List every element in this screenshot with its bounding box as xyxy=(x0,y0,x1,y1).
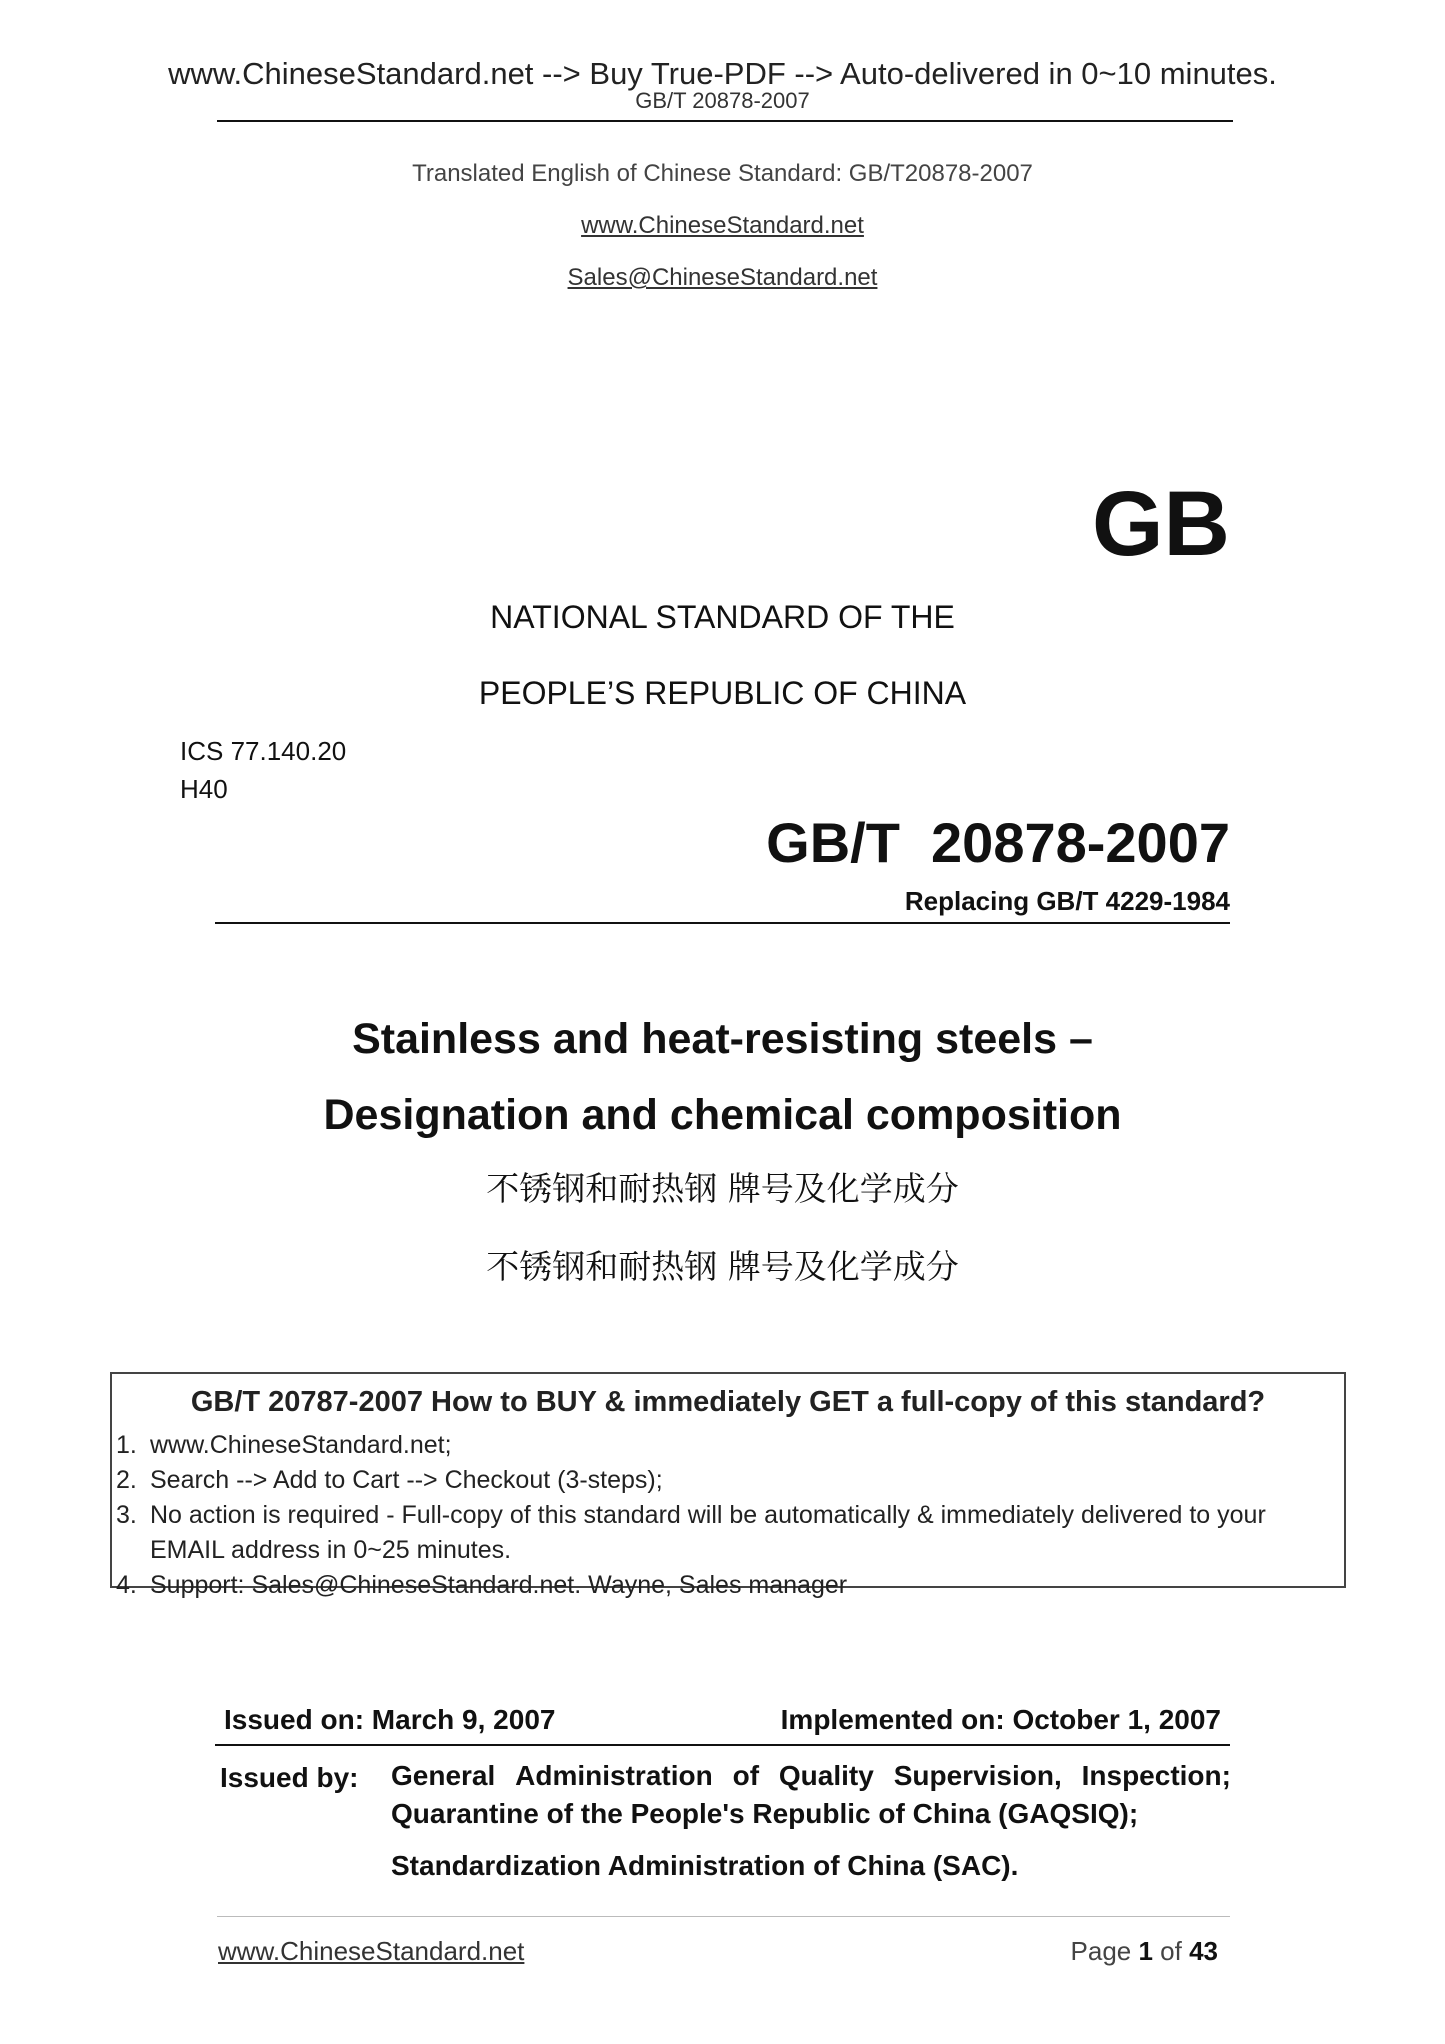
list-item-text: Search --> Add to Cart --> Checkout (3-steps); xyxy=(150,1466,663,1494)
replacing-note: Replacing GB/T 4229-1984 xyxy=(904,886,1230,916)
header-doc-code: GB/T 20878-2007 xyxy=(635,88,810,113)
footer-rule xyxy=(217,1916,1230,1917)
page-indicator xyxy=(1071,1936,1218,1967)
list-item xyxy=(116,1428,1338,1463)
chinese-title-1: 不锈钢和耐热钢 牌号及化学成分 xyxy=(486,1169,959,1208)
list-item-text: No action is required - Full-copy of this standard will be automatically & immediately delivered to your EMAIL address in 0~25 minutes. xyxy=(150,1501,1266,1564)
issuer-word: of xyxy=(732,1760,760,1791)
list-item xyxy=(116,1498,1338,1568)
list-item-text[interactable]: www.ChineseStandard.net; xyxy=(150,1431,452,1459)
issuer-word: Administration xyxy=(515,1760,713,1791)
national-standard-line2: PEOPLE’S REPUBLIC OF CHINA xyxy=(478,675,967,711)
list-item-number: 4. xyxy=(116,1571,137,1599)
chinese-title-2: 不锈钢和耐热钢 牌号及化学成分 xyxy=(486,1247,959,1286)
page-prefix: Page xyxy=(1070,1936,1139,1966)
issuer-word: Inspection; xyxy=(1081,1760,1231,1791)
national-standard-line1: NATIONAL STANDARD OF THE xyxy=(490,599,955,635)
list-item xyxy=(116,1463,1338,1498)
title-line1: Stainless and heat-resisting steels – xyxy=(352,1015,1093,1063)
implemented-on: Implemented on: October 1, 2007 xyxy=(780,1704,1221,1735)
page-number: 1 xyxy=(1138,1936,1153,1966)
issuer-line1 xyxy=(391,1757,1231,1795)
list-item-number: 1. xyxy=(116,1431,137,1459)
issuer-block xyxy=(391,1757,1231,1885)
email-link[interactable]: Sales@ChineseStandard.net xyxy=(567,264,878,291)
top-banner: www.ChineseStandard.net --> Buy True-PDF --> Auto-delivered in 0~10 minutes. xyxy=(168,56,1277,91)
title-line2: Designation and chemical composition xyxy=(323,1091,1122,1139)
issuer-word: General xyxy=(391,1760,496,1791)
issuer-word: Quality xyxy=(778,1760,874,1791)
standard-code: GB/T 20878-2007 xyxy=(766,811,1230,874)
issuer-line3: Standardization Administration of China (SAC). xyxy=(391,1850,1019,1881)
issued-by-label: Issued by: xyxy=(220,1762,359,1793)
issuer-line2: Quarantine of the People's Republic of China (GAQSIQ); xyxy=(391,1798,1139,1829)
header-rule xyxy=(217,120,1233,122)
buy-box-title: GB/T 20787-2007 How to BUY & immediately GET a full-copy of this standard? xyxy=(190,1386,1266,1418)
buy-info-box xyxy=(110,1372,1346,1599)
issue-rule xyxy=(215,1744,1230,1746)
page-total: 43 xyxy=(1189,1936,1218,1966)
translated-note: Translated English of Chinese Standard: GB/T20878-2007 xyxy=(412,160,1033,187)
page-mid: of xyxy=(1152,1936,1190,1966)
issued-on: Issued on: March 9, 2007 xyxy=(224,1704,556,1735)
standard-rule xyxy=(215,922,1230,924)
issuer-word: Supervision, xyxy=(893,1760,1062,1791)
footer-website-link[interactable]: www.ChineseStandard.net xyxy=(218,1936,525,1966)
gb-mark: GB xyxy=(1092,473,1230,575)
website-link[interactable]: www.ChineseStandard.net xyxy=(581,212,864,239)
list-item-number: 3. xyxy=(116,1501,137,1529)
list-item-number: 2. xyxy=(116,1466,137,1494)
ics-code: ICS 77.140.20 xyxy=(180,736,347,766)
list-item xyxy=(116,1568,1338,1603)
buy-steps-list xyxy=(116,1428,1338,1603)
list-item-text: Support: Sales@ChineseStandard.net. Wayne, Sales manager xyxy=(150,1571,848,1599)
class-code: H40 xyxy=(180,774,228,804)
